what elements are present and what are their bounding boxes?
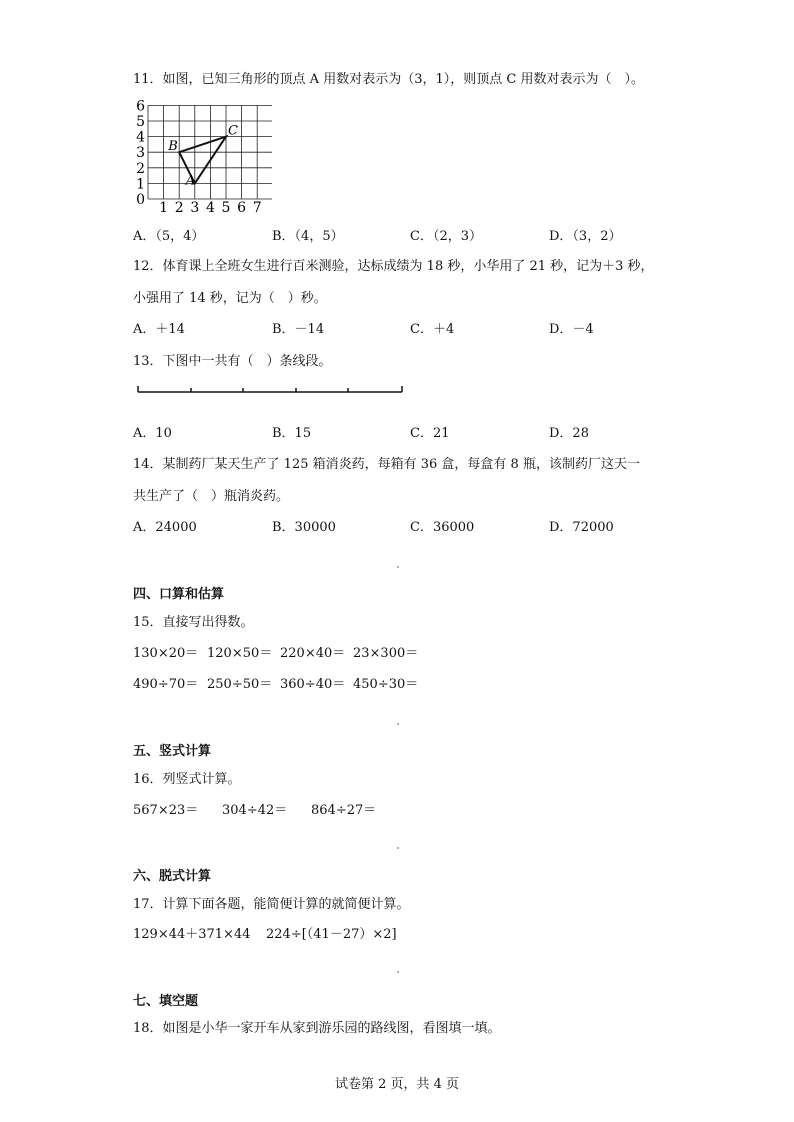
q11-option-b[interactable]: B．（4，5） (272, 229, 344, 244)
q16-item: 567×23＝ (133, 803, 199, 818)
vertex-label: C (228, 123, 238, 139)
q15-item: 120×50＝ (207, 646, 273, 661)
section6-title: 六、脱式计算 (133, 869, 212, 884)
q11-text: 11．如图，已知三角形的顶点 A 用数对表示为（3，1），则顶点 C 用数对表示为（ ）。 (133, 72, 644, 87)
q16-item: 864÷27＝ (311, 803, 377, 818)
q13-segment-figure (136, 384, 406, 398)
q14-line2: 共生产了（ ）瓶消炎药。 (133, 489, 290, 504)
q11-option-c[interactable]: C．（2，3） (410, 229, 482, 244)
q15-item: 220×40＝ (280, 646, 346, 661)
section7-title: 七、填空题 (133, 994, 199, 1009)
q14-option-b[interactable]: B．30000 (272, 520, 336, 535)
q11-option-d[interactable]: D．（3，2） (549, 229, 622, 244)
q13-option-c[interactable]: C．21 (410, 426, 450, 441)
q15-item: 360÷40＝ (280, 677, 346, 692)
vertex-label: B (168, 139, 178, 155)
y-tick-label: 0 (136, 192, 145, 208)
q16-item: 304÷42＝ (222, 803, 288, 818)
section4-title: 四、口算和估算 (133, 587, 225, 602)
q14-option-c[interactable]: C．36000 (410, 520, 475, 535)
section5-title: 五、竖式计算 (133, 744, 212, 759)
x-tick-label: 5 (221, 200, 231, 216)
q16-text: 16．列竖式计算。 (133, 772, 241, 787)
y-tick-label: 3 (136, 145, 145, 162)
q12-option-b[interactable]: B．－14 (272, 322, 325, 337)
x-tick-label: 7 (252, 200, 262, 216)
q12-line1: 12．体育课上全班女生进行百米测验，达标成绩为 18 秒，小华用了 21 秒，记为＋3 秒， (133, 259, 654, 274)
q18-text: 18．如图是小华一家开车从家到游乐园的路线图，看图填一填。 (133, 1021, 501, 1036)
q15-text: 15．直接写出得数。 (133, 615, 254, 630)
q12-option-d[interactable]: D．－4 (549, 322, 594, 337)
x-tick-label: 3 (190, 200, 200, 216)
separator-dot (397, 971, 399, 973)
q15-item: 490÷70＝ (133, 677, 199, 692)
q11-grid-figure (132, 96, 272, 216)
x-tick-label: 4 (205, 200, 215, 216)
q11-option-a[interactable]: A．（5，4） (133, 229, 205, 244)
x-tick-label: 1 (159, 200, 169, 216)
y-tick-label: 2 (136, 160, 145, 177)
q15-item: 450÷30＝ (353, 677, 419, 692)
q12-line2: 小强用了 14 秒，记为（ ）秒。 (133, 291, 327, 306)
q13-text: 13．下图中一共有（ ）条线段。 (133, 354, 332, 369)
q17-text: 17．计算下面各题，能简便计算的就简便计算。 (133, 897, 410, 912)
q15-item: 130×20＝ (133, 646, 199, 661)
q13-option-a[interactable]: A．10 (133, 426, 172, 441)
q12-option-c[interactable]: C．＋4 (410, 322, 455, 337)
grid-lines (148, 105, 272, 199)
q17-item: 224÷[（41－27）×2] (266, 927, 397, 942)
grid-labels (136, 98, 262, 216)
separator-dot (397, 566, 399, 568)
separator-dot (397, 723, 399, 725)
q13-option-d[interactable]: D．28 (549, 426, 589, 441)
x-tick-label: 2 (174, 200, 184, 216)
y-tick-label: 4 (136, 129, 145, 146)
q12-option-a[interactable]: A．＋14 (133, 322, 185, 337)
q17-item: 129×44＋371×44 (133, 927, 251, 942)
separator-dot (397, 847, 399, 849)
q14-line1: 14．某制药厂某天生产了 125 箱消炎药，每箱有 36 盒，每盒有 8 瓶，该制药厂这天一 (133, 457, 640, 472)
q14-option-a[interactable]: A．24000 (133, 520, 197, 535)
y-tick-label: 5 (136, 114, 145, 130)
q15-item: 250÷50＝ (207, 677, 273, 692)
y-tick-label: 1 (136, 176, 145, 193)
y-tick-label: 6 (136, 98, 145, 115)
q15-item: 23×300＝ (353, 646, 419, 661)
page-footer: 试卷第 2 页，共 4 页 (334, 1077, 460, 1092)
q14-option-d[interactable]: D．72000 (549, 520, 614, 535)
vertex-label: A (185, 173, 196, 189)
x-tick-label: 6 (237, 200, 247, 216)
q13-option-b[interactable]: B．15 (272, 426, 312, 441)
vertex-labels (167, 124, 238, 189)
